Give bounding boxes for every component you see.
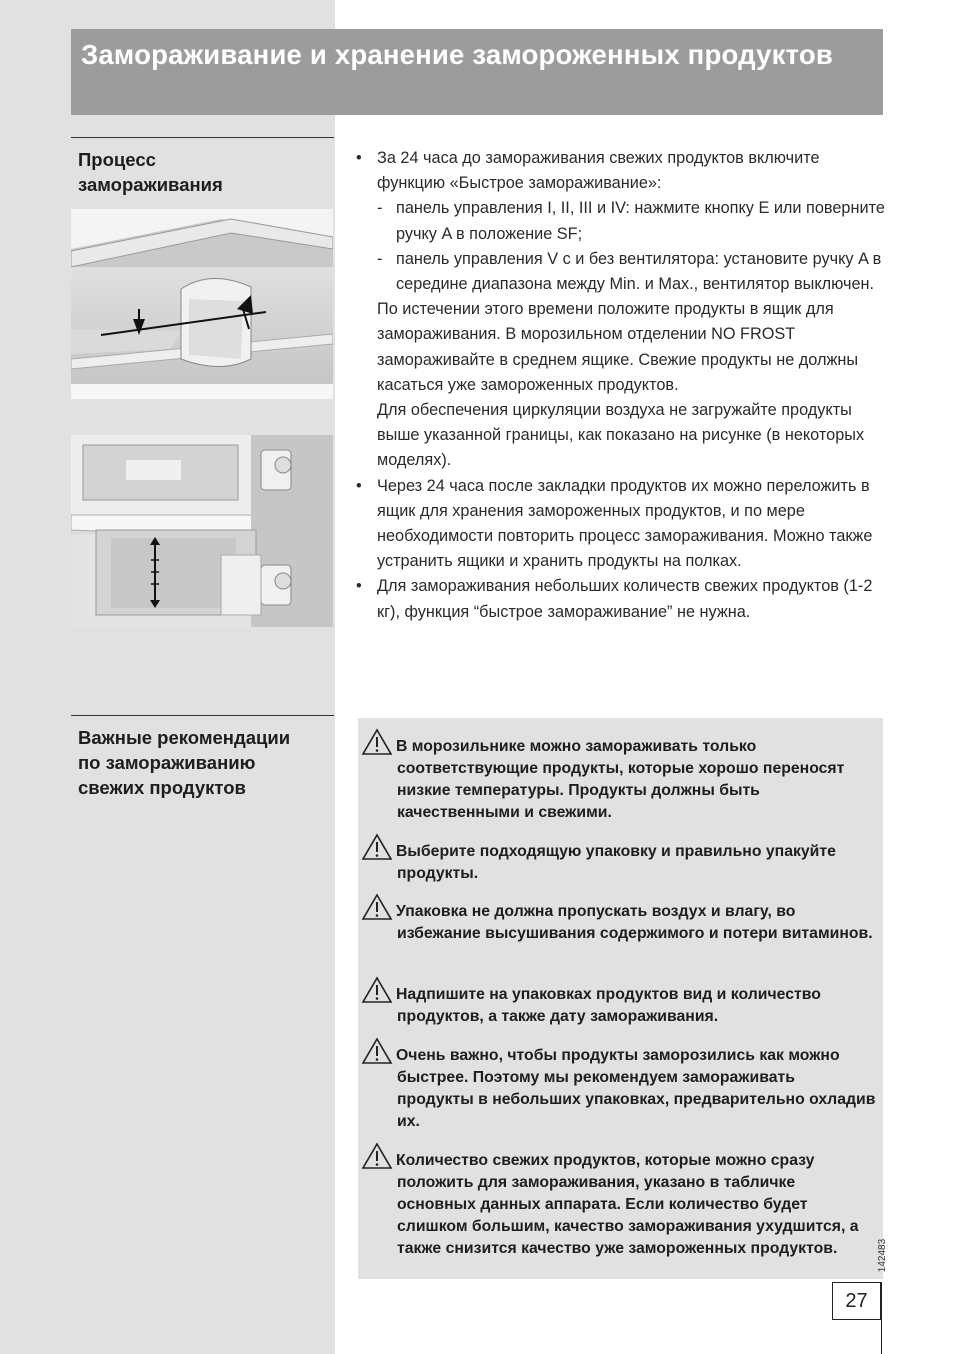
dash-icon: - xyxy=(377,199,383,218)
warning-item: Упаковка не должна пропускать воздух и влагу, во избежание высушивания содержимого и потери витаминов. xyxy=(361,901,876,945)
section-divider xyxy=(71,137,334,138)
warning-triangle-icon xyxy=(361,728,393,756)
bullet-icon: • xyxy=(356,149,362,167)
left-column-background xyxy=(0,0,335,1354)
page-number: 27 xyxy=(832,1282,881,1320)
sub-item: - панель управления I, II, III и IV: нажмите кнопку E или поверните ручку A в положение SF; xyxy=(356,196,886,246)
warning-item: Надпишите на упаковках продуктов вид и количество продуктов, а также дату замораживания. xyxy=(361,984,876,1028)
title-bar xyxy=(71,29,883,115)
bullet-icon: • xyxy=(356,476,362,495)
figure-freezer-drawers xyxy=(71,435,333,627)
warning-triangle-icon xyxy=(361,976,393,1004)
page-number-line xyxy=(881,1282,882,1354)
bullet-item: • За 24 часа до замораживания свежих продуктов включите функцию «Быстрое замораживание»: xyxy=(356,146,886,196)
page-title: Замораживание и хранение замороженных продуктов xyxy=(81,39,833,70)
bullet-icon: • xyxy=(356,577,362,596)
warning-triangle-icon xyxy=(361,1037,393,1065)
sub-item: - панель управления V c и без вентилятора: установите ручку A в середине диапазона между Min. и Max., вентилятор выключен. xyxy=(356,247,886,297)
warning-item: Количество свежих продуктов, которые можно сразу положить для замораживания, указано в табличке основных данных аппарата. Если количество будет слишком большим, качество замораживания ухудшится, а также снизится качество уже замороженных продуктов. xyxy=(361,1150,876,1260)
bullet-item: • Для замораживания небольших количеств свежих продуктов (1-2 кг), функция “быстрое замораживание” не нужна. xyxy=(356,574,886,624)
dash-icon: - xyxy=(377,249,383,268)
document-code: 142483 xyxy=(877,1238,889,1273)
warning-item: Очень важно, чтобы продукты заморозились как можно быстрее. Поэтому мы рекомендуем замораживать продукты в небольших упаковках, предварительно охладив их. xyxy=(361,1045,876,1133)
warning-triangle-icon xyxy=(361,893,393,921)
section-divider xyxy=(71,715,334,716)
paragraph: По истечении этого времени положите продукты в ящик для замораживания. В морозильном отделении NO FROST замораживайте в среднем ящике. Свежие продукты не должны касаться уже замороженных продуктов. xyxy=(377,300,859,394)
warning-triangle-icon xyxy=(361,833,393,861)
section-title-recommendations: Важные рекомендации по замораживанию свежих продуктов xyxy=(78,727,291,798)
warning-triangle-icon xyxy=(361,1142,393,1170)
freezing-process-text xyxy=(356,146,886,625)
warnings-box xyxy=(358,718,883,1279)
bullet-item: • Через 24 часа после закладки продуктов их можно переложить в ящик для хранения замороженных продуктов, и по мере необходимости повторить процесс замораживания. Можно также устранить ящики и хранить продукты на полках. xyxy=(356,474,886,575)
paragraph: Для обеспечения циркуляции воздуха не загружайте продукты выше указанной границы, как показано на рисунке (в некоторых моделях). xyxy=(377,401,865,470)
figure-load-limit-line xyxy=(71,209,333,399)
warning-item: Выберите подходящую упаковку и правильно упакуйте продукты. xyxy=(361,841,876,885)
section-title-freezing-process: Процесс замораживания xyxy=(78,149,223,195)
warning-item: В морозильнике можно замораживать только соответствующие продукты, которые хорошо переносят низкие температуры. Продукты должны быть качественными и свежими. xyxy=(361,736,876,824)
